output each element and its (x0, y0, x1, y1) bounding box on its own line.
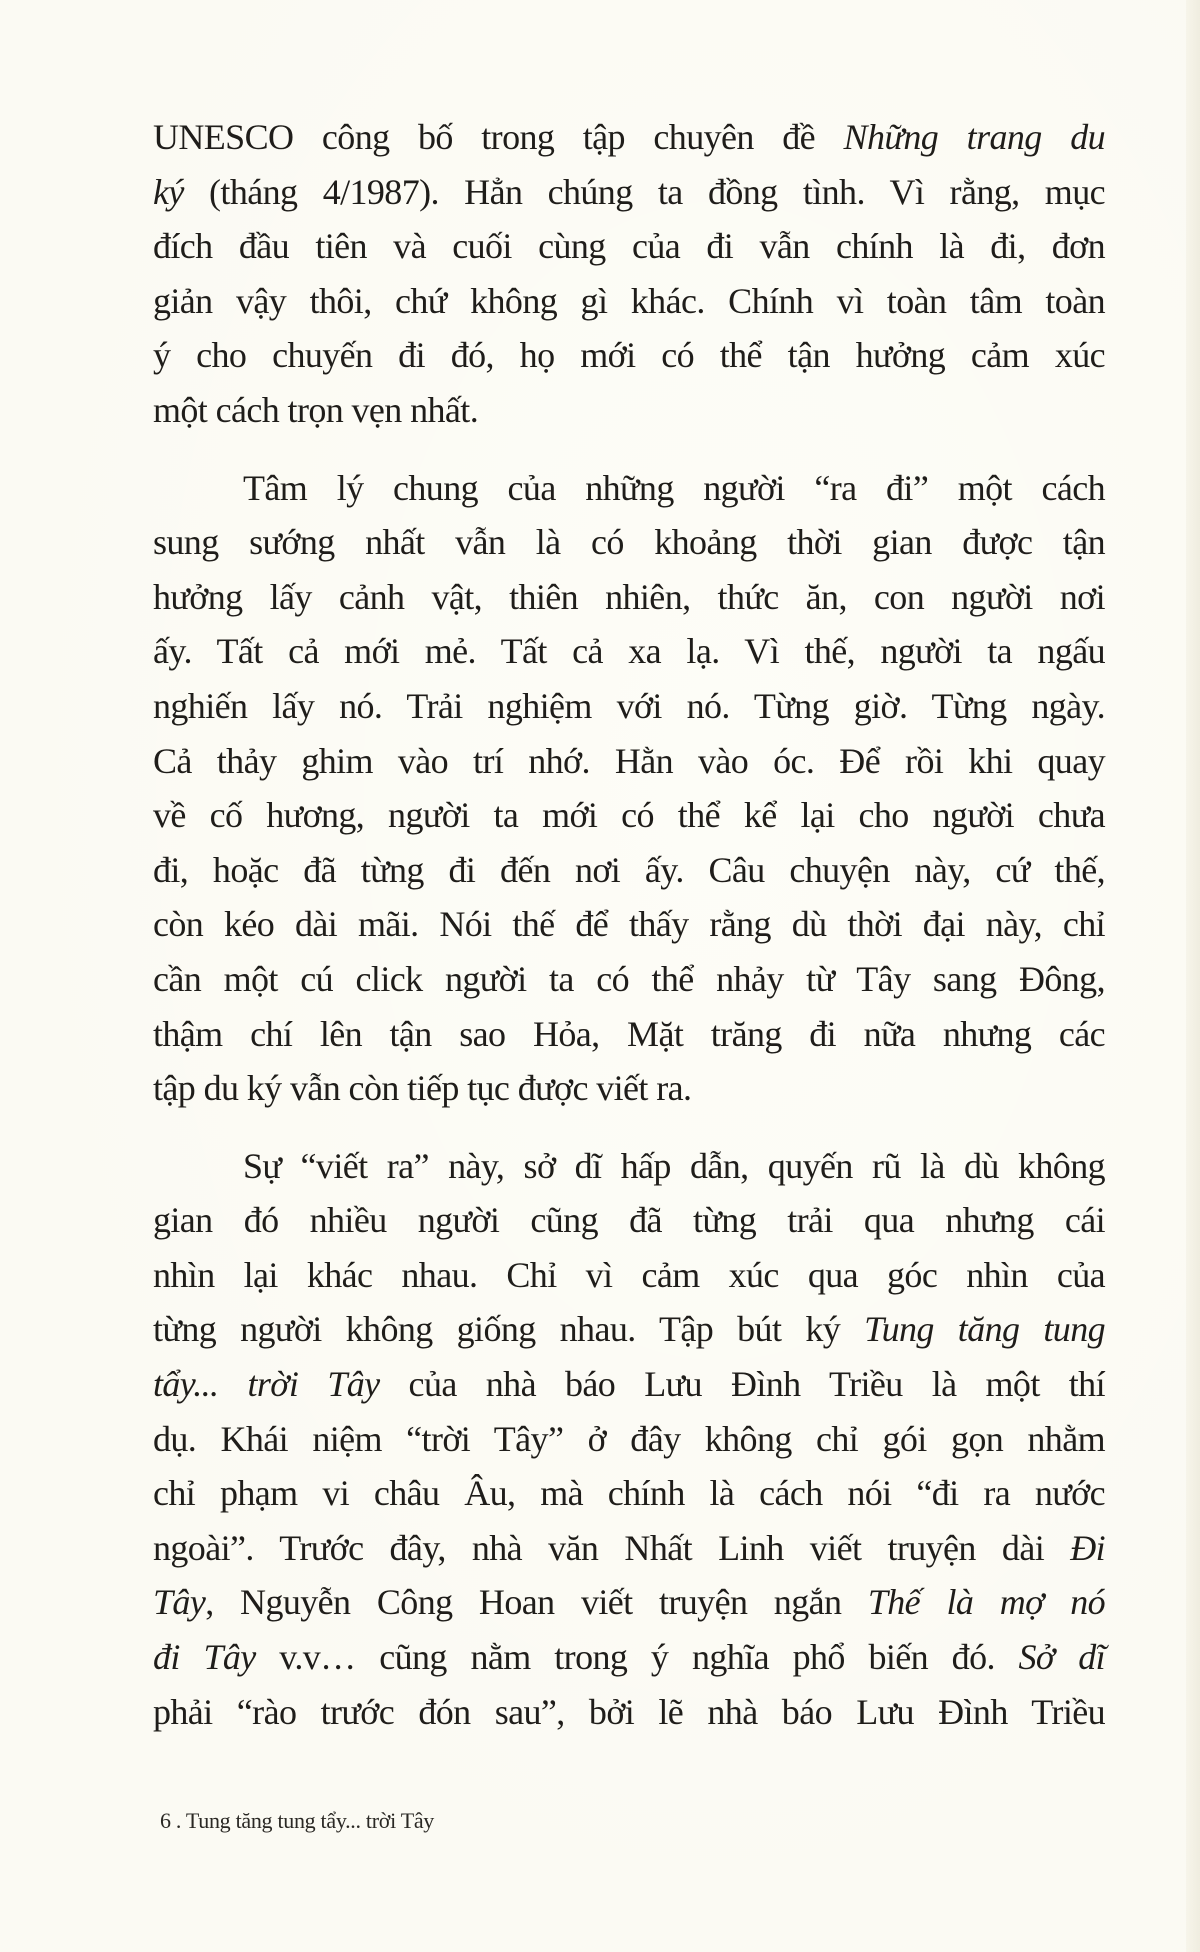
body-text-run: nghiến lấy nó. Trải nghiệm với nó. Từng giờ. Từng ngày. (153, 685, 1105, 726)
text-line (153, 843, 1105, 898)
body-text-run: Sự “viết ra” này, sở dĩ hấp dẫn, quyến rũ là dù không (243, 1145, 1105, 1186)
body-text-run: nhìn lại khác nhau. Chỉ vì cảm xúc qua góc nhìn của (153, 1254, 1105, 1295)
italic-title-text: đi Tây (153, 1637, 256, 1678)
text-line (153, 679, 1105, 734)
text-line (153, 570, 1105, 625)
text-line (153, 1412, 1105, 1467)
paragraph-gap (153, 438, 1105, 461)
text-line (153, 328, 1105, 383)
text-line (153, 219, 1105, 274)
text-line (153, 1575, 1105, 1630)
text-line (153, 1685, 1105, 1740)
paragraph (153, 110, 1105, 438)
body-text-run: dụ. Khái niệm “trời Tây” ở đây không chỉ gói gọn nhằm (153, 1418, 1105, 1459)
page-edge (1186, 0, 1200, 1952)
body-text-run: từng người không giống nhau. Tập bút ký (153, 1309, 865, 1350)
body-text-run: giản vậy thôi, chứ không gì khác. Chính vì toàn tâm toàn (153, 280, 1105, 321)
text-line (153, 1248, 1105, 1303)
body-text-run: sung sướng nhất vẫn là có khoảng thời gian được tận (153, 522, 1105, 563)
text-line (153, 1193, 1105, 1248)
text-line (153, 461, 1105, 516)
paragraph (153, 1139, 1105, 1740)
body-text-run: của nhà báo Lưu Đình Triều là một thí (379, 1364, 1105, 1405)
text-line (153, 1630, 1105, 1685)
body-text-run: đi, hoặc đã từng đi đến nơi ấy. Câu chuyện này, cứ thế, (153, 849, 1105, 890)
text-line (153, 897, 1105, 952)
body-text-run: ấy. Tất cả mới mẻ. Tất cả xa lạ. Vì thế, người ta ngấu (153, 631, 1105, 672)
body-text-run: phải “rào trước đón sau”, bởi lẽ nhà báo Lưu Đình Triều (153, 1691, 1105, 1732)
paragraph-gap (153, 1116, 1105, 1139)
body-text-run: cần một cú click người ta có thể nhảy từ Tây sang Đông, (153, 958, 1105, 999)
body-text-run: đích đầu tiên và cuối cùng của đi vẫn chính là đi, đơn (153, 226, 1105, 267)
text-line (153, 1357, 1105, 1412)
body-text-run: (tháng 4/1987). Hẳn chúng ta đồng tình. Vì rằng, mục (183, 171, 1105, 212)
text-line (153, 1139, 1105, 1194)
italic-title-text: Tây (153, 1582, 206, 1623)
body-text-run: chỉ phạm vi châu Âu, mà chính là cách nói “đi ra nước (153, 1473, 1105, 1514)
body-text-run: v.v… cũng nằm trong ý nghĩa phổ biến đó. (255, 1637, 1019, 1678)
text-line (153, 624, 1105, 679)
running-footer-text: 6 . Tung tăng tung tẩy... trời Tây (160, 1808, 434, 1833)
italic-title-text: Tung tăng tung (864, 1309, 1105, 1350)
body-text-run: UNESCO công bố trong tập chuyên đề (153, 117, 844, 157)
page-footer (160, 1808, 434, 1834)
italic-title-text: Thế là mợ nó (867, 1582, 1106, 1623)
body-text-run: một cách trọn vẹn nhất. (153, 389, 479, 430)
italic-title-text: ký (153, 171, 184, 212)
text-line (153, 734, 1105, 789)
italic-title-text: Sở dĩ (1018, 1637, 1105, 1678)
body-text-run: về cố hương, người ta mới có thể kể lại cho người chưa (153, 795, 1105, 836)
text-line (153, 788, 1105, 843)
text-line (153, 383, 1105, 438)
paragraph (153, 461, 1105, 1116)
text-line (153, 1302, 1105, 1357)
text-line (153, 515, 1105, 570)
text-line (153, 1521, 1105, 1576)
body-text-run: tập du ký vẫn còn tiếp tục được viết ra. (153, 1068, 692, 1109)
italic-title-text: tẩy... trời Tây (153, 1364, 380, 1405)
text-line (153, 952, 1105, 1007)
body-text (153, 110, 1105, 1739)
body-text-run: gian đó nhiều người cũng đã từng trải qua nhưng cái (153, 1200, 1105, 1241)
body-text-run: thậm chí lên tận sao Hỏa, Mặt trăng đi nữa nhưng các (153, 1013, 1105, 1054)
body-text-run: ngoài”. Trước đây, nhà văn Nhất Linh viết truyện dài (153, 1527, 1071, 1568)
text-line (153, 1466, 1105, 1521)
body-text-run: Cả thảy ghim vào trí nhớ. Hằn vào óc. Để rồi khi quay (153, 740, 1105, 781)
body-text-run: hưởng lấy cảnh vật, thiên nhiên, thức ăn, con người nơi (153, 576, 1105, 617)
italic-title-text: Đi (1070, 1527, 1105, 1568)
text-line (153, 110, 1105, 165)
text-line (153, 165, 1105, 220)
text-line (153, 1061, 1105, 1116)
text-line (153, 274, 1105, 329)
text-line (153, 1007, 1105, 1062)
italic-title-text: Những trang du (843, 117, 1105, 157)
body-text-run: , Nguyễn Công Hoan viết truyện ngắn (205, 1582, 868, 1623)
body-text-run: Tâm lý chung của những người “ra đi” một cách (243, 467, 1105, 508)
body-text-run: ý cho chuyến đi đó, họ mới có thể tận hưởng cảm xúc (153, 335, 1105, 376)
body-text-run: còn kéo dài mãi. Nói thế để thấy rằng dù thời đại này, chỉ (153, 904, 1105, 945)
